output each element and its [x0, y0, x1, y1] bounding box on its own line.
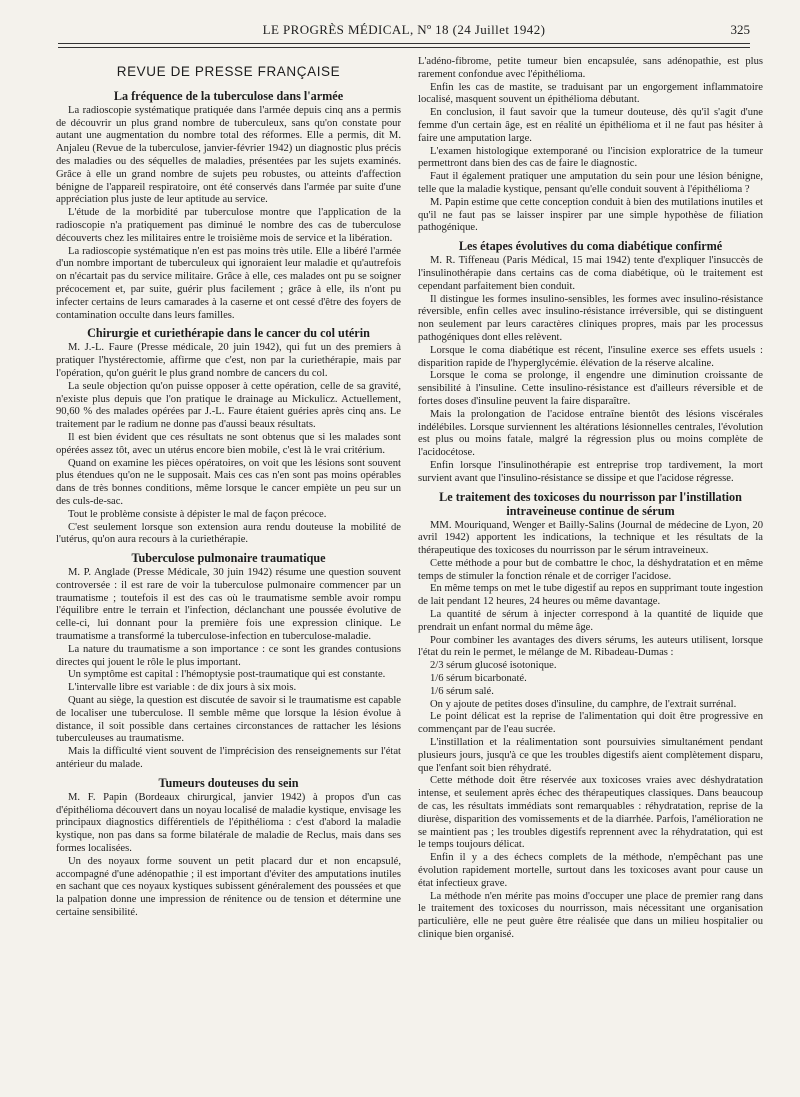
serum-mix-list: [430, 660, 763, 698]
header-rule: [58, 43, 750, 48]
heading-cancer-col: Chirurgie et curiethérapie dans le cancer du col utérin: [87, 326, 370, 341]
paragraph: M. F. Papin (Bordeaux chirurgical, janvier 1942) à propos d'un cas d'épithélioma découvert dans un noyau localisé de maladie kystique, envisage les principaux diagnostics différentiels de l'épithélioma : c'est d'abord la maladie kystique, non pas dans sa forme bilatérale de maladie de Reclus, mais dans ses formes localisées.: [56, 791, 401, 855]
heading-tuberculose-armee: La fréquence de la tuberculose dans l'armée: [113, 88, 344, 103]
paragraph: On y ajoute de petites doses d'insuline, du camphre, de l'extrait surrénal.: [430, 698, 737, 710]
paragraph: Enfin il y a des échecs complets de la méthode, n'empêchant pas une évolution rapidement mortelle, surtout dans les toxicoses avant pour cause un état infectieux grave.: [418, 852, 763, 889]
paragraph: Quant au siège, la question est discutée de savoir si le traumatisme est capable de localiser une tuberculose. Il semble même que lorsque la lésion évolue à distance, il soit possible dans certaines circonstances de rattacher les lésions tuberculeuses au traumatisme.: [56, 695, 401, 745]
journal-title: LE PROGRÈS MÉDICAL, Nº 18 (24 Juillet 1942): [262, 22, 546, 37]
paragraph: La quantité de sérum à injecter correspond à la quantité de liquide que prendrait un enfant normal du même âge.: [418, 609, 763, 633]
paragraph: MM. Mouriquand, Wenger et Bailly-Salins (Journal de médecine de Lyon, 20 avril 1942) apportent les indications, la technique et les résultats de la thérapeutique des toxicoses du nourrisson par le sérum intraveineux.: [418, 519, 763, 557]
paragraph: La radioscopie systématique pratiquée dans l'armée depuis cinq ans a permis de découvrir un plus grand nombre de tuberculeux, sans qu'on constate pour autant une augmentation du nombre total des réformes. Elle a permis, dit M. Anjaleu (Revue de la tuberculose, janvier-février 1942) un diagnostic plus précis des maladies ou des séquelles de maladies, présentées par les sujets examinés. Grâce à elle un grand nombre de sujets peu robustes, ou atteints d'affection bénigne de l'appareil respiratoire, ont été conservés dans l'armée par suite d'une appréciation plus juste de leur aptitude au service.: [56, 104, 401, 206]
paragraph: Cette méthode doit être réservée aux toxicoses vraies avec déshydratation intense, et seulement après échec des thérapeutiques classiques. Dans beaucoup de cas, les résultats immédiats sont remarquables : réhydratation, reprise de la diurèse, disparition des vomissements et de la diarrhée. Parfois, l'amélioration ne se maintient pas ; les troubles digestifs reprennent avec la réhydratation, qui est le temps toujours délicat.: [418, 775, 763, 851]
paragraph: Pour combiner les avantages des divers sérums, les auteurs utilisent, lorsque l'état du rein le permet, le mélange de M. Ribadeau-Dumas :: [418, 634, 763, 659]
paragraph: Le point délicat est la reprise de l'alimentation qui doit être progressive en commençant par de l'eau sucrée.: [418, 711, 763, 736]
paragraph: Enfin les cas de mastite, se traduisant par un engorgement inflammatoire localisé, masquent souvent un épithélioma débutant.: [418, 81, 763, 106]
left-column: [56, 56, 401, 1076]
paragraph: Il est bien évident que ces résultats ne sont obtenus que si les malades sont opérées assez tôt, avec un utérus encore bien mobile, c'est là le vrai critérium.: [56, 431, 401, 456]
paragraph: Lorsque le coma diabétique est récent, l'insuline exerce ses effets usuels : disparition rapide de l'hyperglycémie. élévation de la réserve alcaline.: [418, 344, 763, 369]
paragraph: M. R. Tiffeneau (Paris Médical, 15 mai 1942) tente d'expliquer l'insuccès de l'insulinothérapie dans certains cas de coma diabétique, où le traitement est cependant parfaitement bien conduit.: [418, 255, 763, 292]
paragraph: C'est seulement lorsque son extension aura rendu douteuse la mobilité de l'utérus, qu'on aura recours à la curiethérapie.: [56, 521, 401, 546]
page-number: 325: [730, 22, 750, 37]
paragraph: L'étude de la morbidité par tuberculose montre que l'application de la radioscopie n'a pratiquement pas diminué le nombre des cas de tuberculose découverts chez les militaires entre le troisième mois de service et la libération.: [56, 207, 401, 244]
paragraph: Un symptôme est capital : l'hémoptysie post-traumatique qui est constante.: [68, 669, 386, 681]
paragraph: Lorsque le coma se prolonge, il engendre une diminution croissante de sensibilité à l'insuline. Cette insulino-résistance est d'ailleurs réversible et de fortes doses d'insuline peuvent la faire disparaître.: [418, 370, 763, 407]
paragraph: Mais la difficulté vient souvent de l'imprécision des renseignements sur l'état antérieur du malade.: [56, 746, 401, 771]
running-head: [58, 22, 750, 44]
paragraph: Tout le problème consiste à dépister le mal de façon précoce.: [68, 508, 327, 520]
paragraph: Un des noyaux forme souvent un petit placard dur et non encapsulé, accompagné d'une adénopathie ; il est important d'éviter des amputations inutiles en sachant que ces noyaux kystiques subissent généralement des poussées et que la palpation donne une impression de rénitence ou de tension et détermine une certaine sensibilité.: [56, 855, 401, 919]
paragraph: Faut il également pratiquer une amputation du sein pour une lésion bénigne, telle que la maladie kystique, pensant qu'elle conduit souvent à l'épithélioma ?: [418, 171, 763, 195]
list-item: 1/6 sérum salé.: [430, 685, 494, 697]
paragraph: M. J.-L. Faure (Presse médicale, 20 juin 1942), qui fut un des premiers à pratiquer l'hystérectomie, affirme que c'est, non par la curiethérapie, mais par l'opération, qu'on guérit le plus grand nombre de cancers du col.: [56, 342, 401, 379]
paragraph: En conclusion, il faut savoir que la tumeur douteuse, dès qu'il s'agit d'une femme d'un certain âge, est en réalité un épithélioma et il ne faut pas hésiter à faire une amputation large.: [418, 107, 763, 144]
paragraph: Il distingue les formes insulino-sensibles, les formes avec insulino-résistance réversible, enfin celles avec insulino-résistance irréversible, qui se distinguent non seulement par leurs caractères cliniques propres, mais par les processus pathogéniques dont elles relèvent.: [418, 293, 763, 343]
paragraph: Enfin lorsque l'insulinothérapie est entreprise trop tardivement, la mort survient avant que l'insulino-résistance se dissipe et que l'acidose régresse.: [418, 459, 763, 484]
section-title: REVUE DE PRESSE FRANÇAISE: [116, 64, 341, 79]
paragraph: La seule objection qu'on puisse opposer à cette opération, celle de sa gravité, n'existe plus depuis que l'on pratique le drainage au Mickulicz. Actuellement, 90,60 % des malades opérées par J.-L. Faure étaient guéries après cinq ans. Le traitement par le radium ne donne pas d'aussi beaux résultats.: [56, 380, 401, 431]
heading-tumeurs-sein: Tumeurs douteuses du sein: [158, 775, 299, 790]
paragraph: L'intervalle libre est variable : de dix jours à six mois.: [68, 682, 297, 694]
paragraph: Mais la prolongation de l'acidose entraîne bientôt des lésions viscérales indélébiles. Lorsque surviennent les altérations lésionnelles centrales, l'évolution est plus ou moins fatale, malgré la régression plus ou moins complète de l'acidocétose.: [418, 408, 763, 459]
paragraph: Quand on examine les pièces opératoires, on voit que les lésions sont souvent plus étendues qu'on ne le supposait. Mais ces cas n'en sont pas moins opérables dans de très bonnes conditions, même lorsque le cancer empiète un peu sur un des culs-de-sac.: [56, 457, 401, 507]
paragraph: L'instillation et la réalimentation sont poursuivies simultanément pendant plusieurs jours, jusqu'à ce que les troubles digestifs aient complètement disparu, que l'enfant soit bien réhydraté.: [418, 737, 763, 774]
paragraph: La radioscopie systématique n'en est pas moins très utile. Elle a libéré l'armée d'un nombre important de tuberculeux qui ignoraient leur maladie et qu'autrefois on n'écartait pas du service militaire. Grâce à elle, ces malades ont pu se soigner précocement et, par suite, guérir plus facilement ; grâce à elle, ils n'ont pu infecter certains de leurs camarades à la caserne et ont cessé d'être des foyers de contamination occulte dans leurs familles.: [56, 245, 401, 321]
paragraph: L'adéno-fibrome, petite tumeur bien encapsulée, sans adénopathie, est plus rarement confondue avec l'épithélioma.: [418, 56, 763, 80]
paragraph: M. Papin estime que cette conception conduit à bien des mutilations inutiles et qu'il ne faut pas se laisser inspirer par une simple hypothèse de filiation pathogénique.: [418, 196, 763, 234]
heading-toxicoses-nourrisson: Le traitement des toxicoses du nourrisson par l'instillation intraveineuse continue de sérum: [439, 489, 742, 518]
heading-tuberculose-traumatique: Tuberculose pulmonaire traumatique: [131, 551, 326, 566]
paragraph: M. P. Anglade (Presse Médicale, 30 juin 1942) résume une question souvent controversée : il est rare de voir la tuberculose pulmonaire commencer par un traumatisme ; toutefois il est des cas où le traumatisme semble avoir rompu l'équilibre entre le terrain et l'infection, déclanchant une poussée évolutive de celle-ci, lui donnant pour la première fois une expression clinique. Le traumatisme a transformé la tuberculose-infection en tuberculose-maladie.: [56, 567, 401, 643]
right-column: [418, 56, 763, 1016]
list-item: 2/3 sérum glucosé isotonique.: [430, 660, 557, 672]
paragraph: L'examen histologique extemporané ou l'incision exploratrice de la tumeur permettront dans bien des cas de faire le diagnostic.: [418, 145, 763, 170]
paragraph: La nature du traumatisme a son importance : ce sont les grandes contusions directes qui jouent le rôle le plus important.: [56, 643, 401, 668]
paragraph: Cette méthode a pour but de combattre le choc, la déshydratation et en même temps de stimuler la fonction rénale et de corriger l'acidose.: [418, 557, 763, 582]
heading-coma-diabetique: Les étapes évolutives du coma diabétique confirmé: [458, 239, 723, 254]
paragraph: En même temps on met le tube digestif au repos en supprimant toute ingestion de lait pendant 12 heures, 24 heures ou même davantage.: [418, 583, 763, 608]
list-item: 1/6 sérum bicarbonaté.: [430, 673, 527, 685]
paragraph: La méthode n'en mérite pas moins d'occuper une place de premier rang dans le traitement des toxicoses du nourrisson, mais nécessitant une organisation particulière, elle ne peut guère être réalisée que dans un milieu hospitalier ou clinique bien organisé.: [418, 890, 763, 940]
